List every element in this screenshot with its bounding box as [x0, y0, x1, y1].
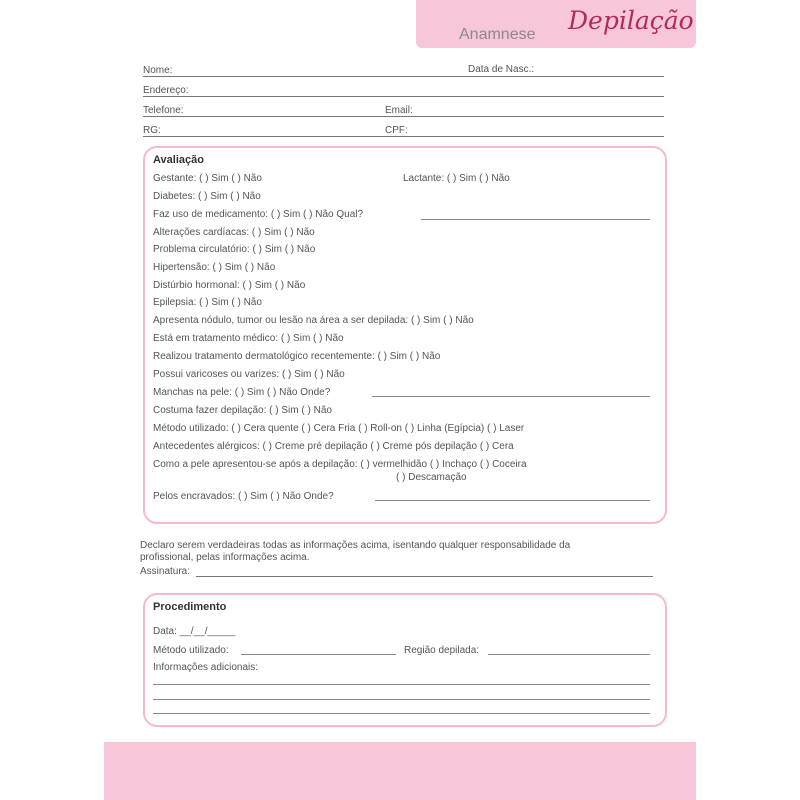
avaliacao-title: Avaliação — [153, 154, 204, 166]
medicamento-line[interactable] — [421, 219, 650, 220]
procedimento-title: Procedimento — [153, 601, 227, 613]
q-alergicos[interactable]: Antecedentes alérgicos: ( ) Creme pré depilação ( ) Creme pós depilação ( ) Cera — [153, 441, 514, 452]
telefone-email-field[interactable] — [143, 116, 664, 117]
q-gestante[interactable]: Gestante: ( ) Sim ( ) Não — [153, 173, 262, 184]
q-hormonal[interactable]: Distúrbio hormonal: ( ) Sim ( ) Não — [153, 280, 306, 291]
q-metodo[interactable]: Método utilizado: ( ) Cera quente ( ) Cera Fria ( ) Roll-on ( ) Linha (Egípcia) ( ) Laser — [153, 423, 525, 434]
procedimento-regiao-label: Região depilada: — [404, 645, 480, 656]
assinatura-label: Assinatura: — [140, 566, 191, 577]
procedimento-data[interactable]: Data: __/__/_____ — [153, 626, 236, 637]
q-pelos[interactable]: Pelos encravados: ( ) Sim ( ) Não Onde? — [153, 491, 334, 502]
q-epilepsia[interactable]: Epilepsia: ( ) Sim ( ) Não — [153, 297, 262, 308]
footer-band — [104, 742, 696, 800]
q-cardiacas[interactable]: Alterações cardíacas: ( ) Sim ( ) Não — [153, 227, 315, 238]
q-medicamento[interactable]: Faz uso de medicamento: ( ) Sim ( ) Não Qual? — [153, 209, 364, 220]
email-label: Email: — [385, 105, 413, 116]
q-circulatorio[interactable]: Problema circulatório: ( ) Sim ( ) Não — [153, 244, 316, 255]
q-nodulo[interactable]: Apresenta nódulo, tumor ou lesão na área a ser depilada: ( ) Sim ( ) Não — [153, 315, 474, 326]
q-costuma[interactable]: Costuma fazer depilação: ( ) Sim ( ) Não — [153, 405, 332, 416]
procedimento-metodo-label: Método utilizado: — [153, 645, 229, 656]
q-dermatologico[interactable]: Realizou tratamento dermatológico recentemente: ( ) Sim ( ) Não — [153, 351, 441, 362]
procedimento-metodo-field[interactable] — [241, 654, 396, 655]
pelos-line[interactable] — [375, 500, 650, 501]
q-diabetes[interactable]: Diabetes: ( ) Sim ( ) Não — [153, 191, 261, 202]
q-hipertensao[interactable]: Hipertensão: ( ) Sim ( ) Não — [153, 262, 276, 273]
data-nasc-label: Data de Nasc.: — [468, 64, 535, 75]
nome-label: Nome: — [143, 65, 173, 76]
declaration-line-1: Declaro serem verdadeiras todas as informações acima, isentando qualquer responsabilidade da — [140, 540, 571, 551]
rg-label: RG: — [143, 125, 161, 136]
assinatura-field[interactable] — [196, 576, 653, 577]
info-line-1[interactable] — [153, 684, 650, 685]
header-title: Depilação — [568, 6, 694, 35]
telefone-label: Telefone: — [143, 105, 184, 116]
info-line-2[interactable] — [153, 699, 650, 700]
nome-field[interactable] — [143, 76, 664, 77]
procedimento-regiao-field[interactable] — [488, 654, 650, 655]
q-lactante[interactable]: Lactante: ( ) Sim ( ) Não — [403, 173, 510, 184]
procedimento-box — [143, 593, 667, 727]
cpf-label: CPF: — [385, 125, 408, 136]
declaration-line-2: profissional, pelas informações acima. — [140, 552, 310, 563]
rg-cpf-field[interactable] — [143, 136, 664, 137]
info-line-3[interactable] — [153, 713, 650, 714]
header-subtitle: Anamnese — [459, 26, 536, 43]
manchas-line[interactable] — [372, 396, 650, 397]
endereco-field[interactable] — [143, 96, 664, 97]
q-manchas[interactable]: Manchas na pele: ( ) Sim ( ) Não Onde? — [153, 387, 331, 398]
q-varizes[interactable]: Possui varicoses ou varizes: ( ) Sim ( ) Não — [153, 369, 345, 380]
q-tratamento-medico[interactable]: Está em tratamento médico: ( ) Sim ( ) Não — [153, 333, 344, 344]
q-pele-apos-descamacao[interactable]: ( ) Descamação — [396, 472, 467, 483]
procedimento-info-label: Informações adicionais: — [153, 662, 259, 673]
endereco-label: Endereço: — [143, 85, 189, 96]
q-pele-apos[interactable]: Como a pele apresentou-se após a depilação: ( ) vermelhidão ( ) Inchaço ( ) Coceira — [153, 459, 527, 470]
